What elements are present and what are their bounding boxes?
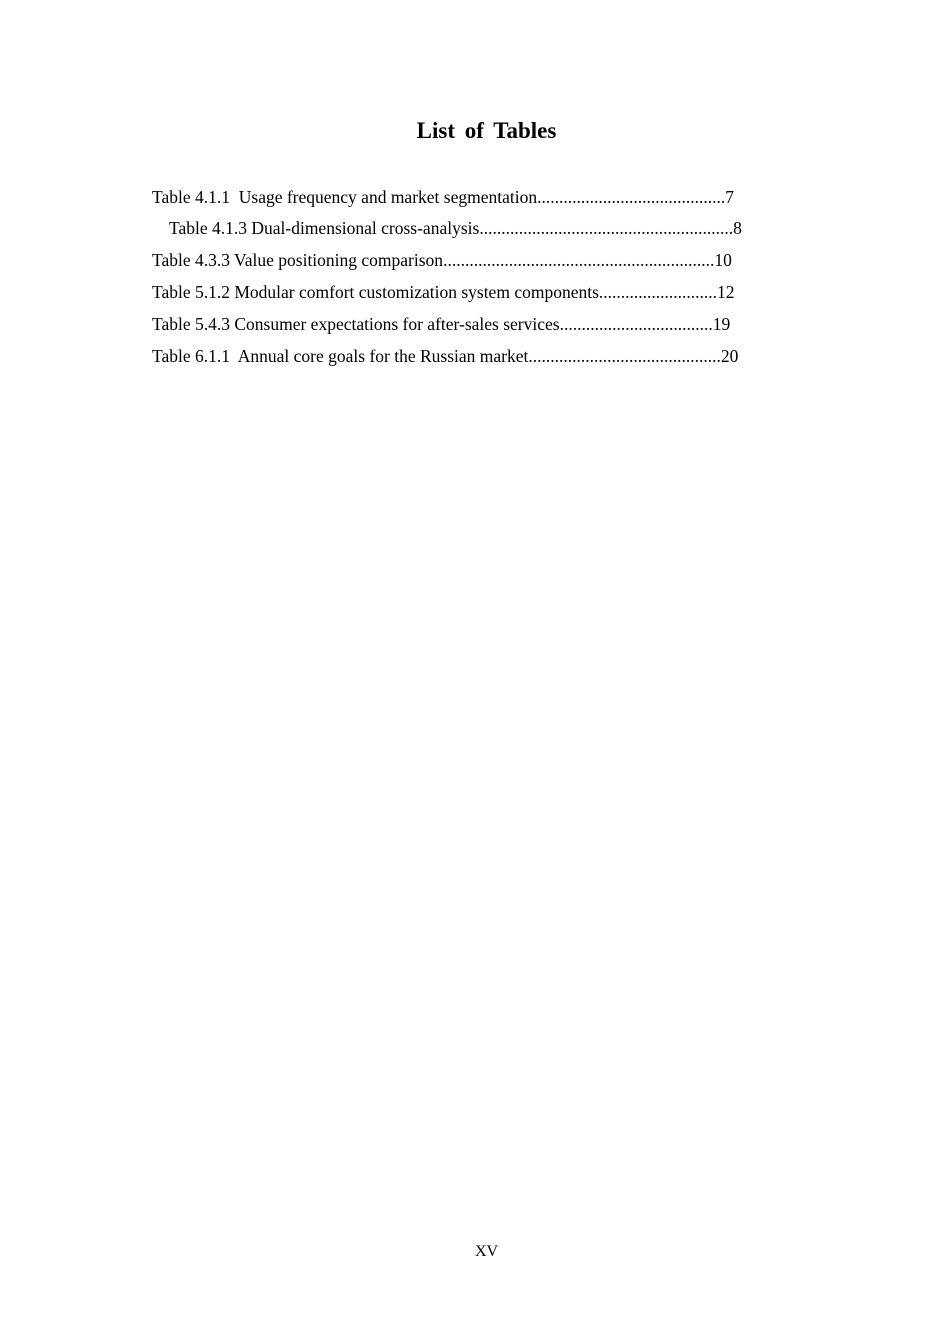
table-entry-label: Table 5.1.2 Modular comfort customization system components [152,282,599,302]
page-title: List of Tables [416,118,557,143]
table-entry-page: 7 [725,187,734,207]
table-entry-label: Table 6.1.1 Annual core goals for the Russian market [152,346,529,366]
table-entry-page: 19 [712,314,731,334]
dot-leader: .............................................................. [443,250,715,270]
table-entry[interactable] [152,249,732,271]
table-entry-page: 8 [733,218,742,238]
table-entry[interactable] [152,313,730,335]
table-entry-label: Table 5.4.3 Consumer expectations for after-sales services [152,314,560,334]
dot-leader: ........................................... [537,187,726,207]
dot-leader: ................................... [559,314,713,334]
table-entry[interactable] [152,345,738,367]
dot-leader: .......................................................... [479,218,734,238]
table-entry[interactable] [152,281,735,303]
table-entry-label: Table 4.1.1 Usage frequency and market segmentation [152,187,538,207]
dot-leader: ........................... [598,282,718,302]
table-entry-label: Table 4.1.3 Dual-dimensional cross-analysis [169,218,480,238]
table-entry-page: 20 [720,346,739,366]
table-list [0,0,950,400]
page-number: XV [474,1243,499,1260]
dot-leader: ............................................ [528,346,721,366]
table-entry[interactable] [152,186,734,208]
table-entry-page: 10 [714,250,732,270]
table-entry-page: 12 [717,282,735,302]
table-entry-label: Table 4.3.3 Value positioning comparison [152,250,444,270]
table-entry[interactable] [169,217,742,239]
